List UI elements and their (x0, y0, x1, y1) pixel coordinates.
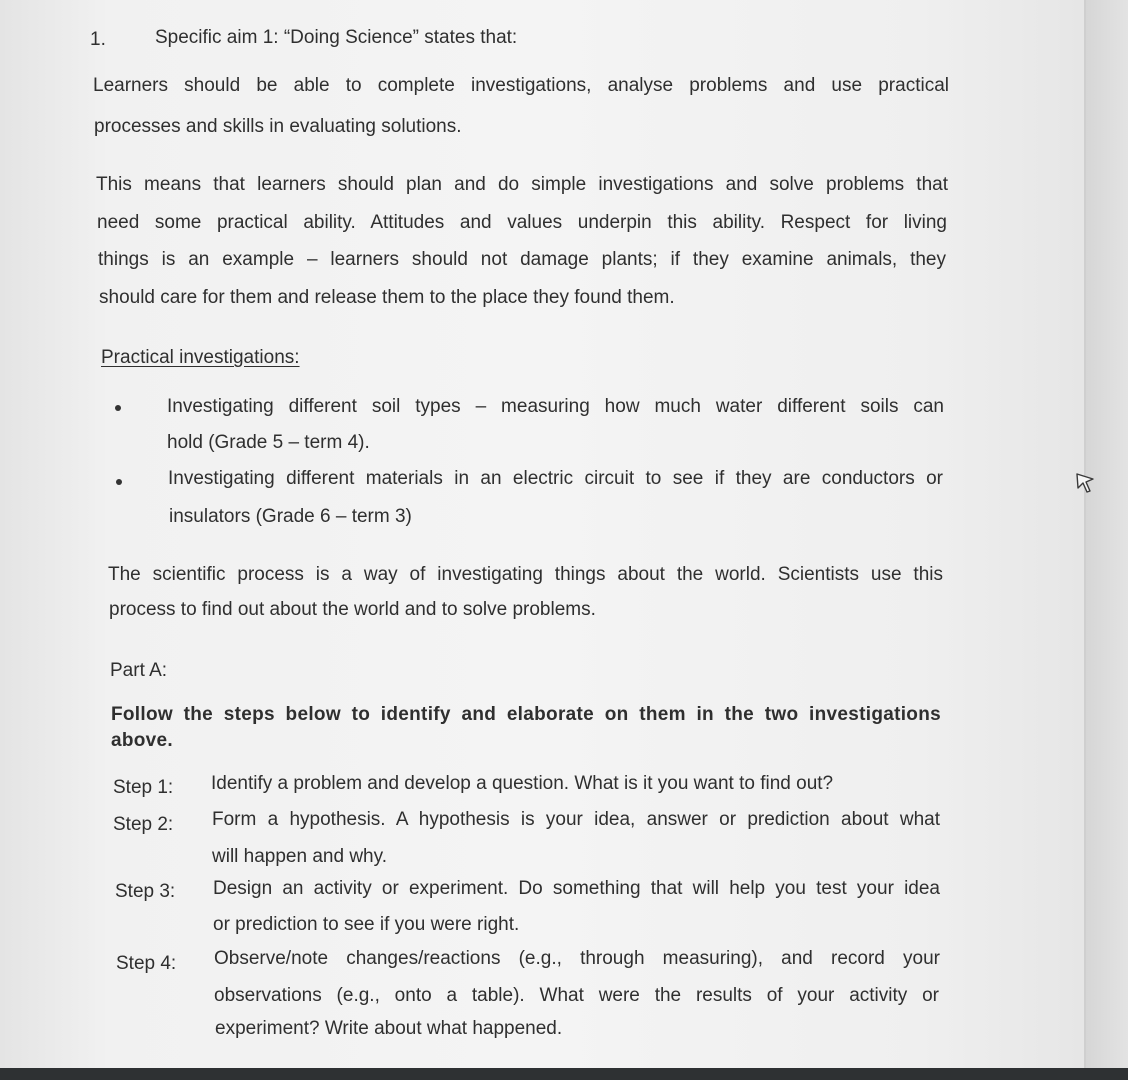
page-margin (1086, 0, 1128, 1068)
step-4-label: Step 4: (116, 953, 177, 974)
process-line-2: process to find out about the world and to solve problems. (109, 599, 596, 620)
step-1-line-1: Identify a problem and develop a question. What is it you want to find out? (211, 773, 834, 794)
step-4-line-1: Observe/note changes/reactions (e.g., through measuring), and record your (214, 948, 940, 969)
step-3-label: Step 3: (115, 881, 176, 902)
part-a-instruction-line-1: Follow the steps below to identify and elaborate on them in the two investigations (111, 704, 941, 725)
process-line-1: The scientific process is a way of investigating things about the world. Scientists use this (108, 564, 943, 585)
step-3-line-1: Design an activity or experiment. Do something that will help you test your idea (213, 878, 940, 899)
question-heading: Specific aim 1: “Doing Science” states that: (155, 27, 518, 48)
step-3-line-2: or prediction to see if you were right. (213, 914, 520, 935)
bullet-icon (115, 405, 121, 411)
screen-bezel (0, 1068, 1128, 1080)
practical-item-2-line-2: insulators (Grade 6 – term 3) (169, 506, 412, 527)
step-2-line-2: will happen and why. (212, 846, 387, 867)
practical-item-1-line-1: Investigating different soil types – measuring how much water different soils can (167, 396, 944, 417)
intro-line-1: Learners should be able to complete investigations, analyse problems and use practical (93, 75, 949, 96)
step-1-label: Step 1: (113, 777, 174, 798)
meaning-line-2: need some practical ability. Attitudes and values underpin this ability. Respect for living (97, 212, 947, 233)
step-2-label: Step 2: (113, 814, 174, 835)
question-number: 1. (90, 29, 106, 50)
bullet-icon (116, 479, 122, 485)
meaning-line-4: should care for them and release them to the place they found them. (99, 287, 675, 308)
practical-item-2-line-1: Investigating different materials in an electric circuit to see if they are conductors or (168, 468, 943, 489)
meaning-line-1: This means that learners should plan and do simple investigations and solve problems that (96, 174, 948, 195)
intro-line-2: processes and skills in evaluating solutions. (94, 116, 462, 137)
step-2-line-1: Form a hypothesis. A hypothesis is your idea, answer or prediction about what (212, 809, 940, 830)
part-a-instruction-line-2: above. (111, 730, 173, 751)
part-a-label: Part A: (110, 660, 168, 681)
meaning-line-3: things is an example – learners should not damage plants; if they examine animals, they (98, 249, 946, 270)
practical-heading: Practical investigations: (101, 347, 300, 368)
step-4-line-3: experiment? Write about what happened. (215, 1018, 563, 1039)
practical-item-1-line-2: hold (Grade 5 – term 4). (167, 432, 370, 453)
step-4-line-2: observations (e.g., onto a table). What were the results of your activity or (214, 985, 939, 1006)
mouse-pointer-icon (1073, 470, 1099, 496)
